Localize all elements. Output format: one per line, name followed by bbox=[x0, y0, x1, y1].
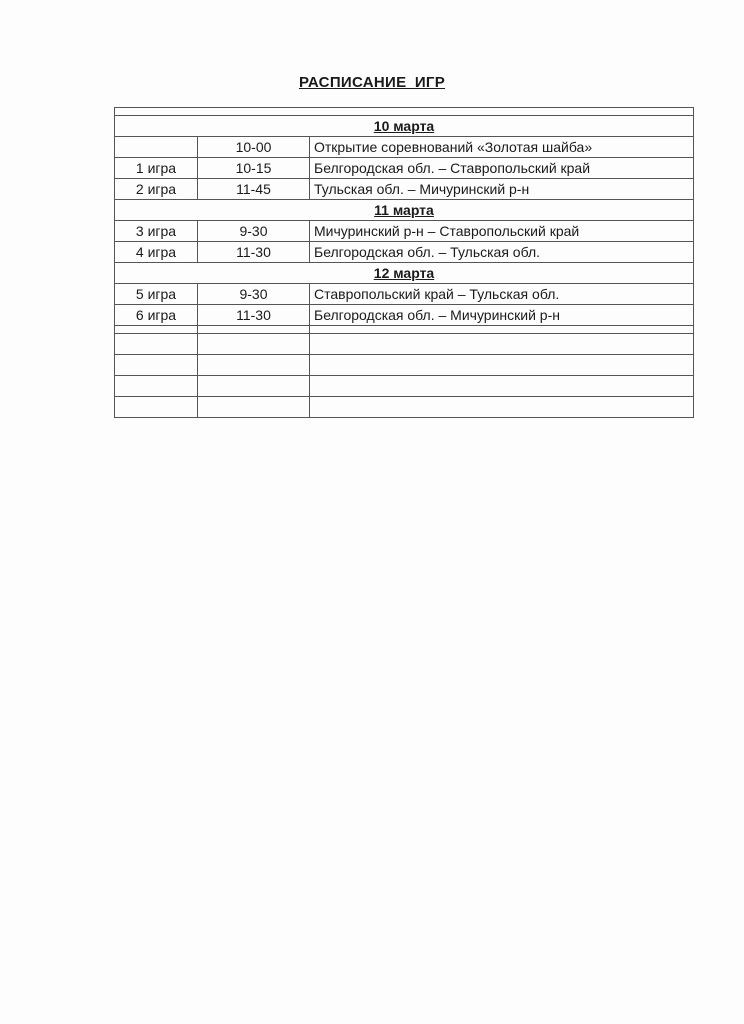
game-number-cell: 5 игра bbox=[115, 284, 198, 305]
match-cell: Мичуринский р-н – Ставропольский край bbox=[310, 221, 694, 242]
day-label: 11 марта bbox=[115, 200, 694, 221]
game-number-cell: 1 игра bbox=[115, 158, 198, 179]
empty-table-row bbox=[115, 334, 694, 355]
time-cell: 9-30 bbox=[198, 221, 310, 242]
table-spacer-row bbox=[115, 108, 694, 116]
day-header-row bbox=[115, 116, 694, 137]
match-cell: Ставропольский край – Тульская обл. bbox=[310, 284, 694, 305]
time-cell: 10-00 bbox=[198, 137, 310, 158]
game-number-cell: 2 игра bbox=[115, 179, 198, 200]
table-row bbox=[115, 158, 694, 179]
match-cell: Белгородская обл. – Тульская обл. bbox=[310, 242, 694, 263]
match-cell: Белгородская обл. – Ставропольский край bbox=[310, 158, 694, 179]
day-label: 10 марта bbox=[115, 116, 694, 137]
game-number-cell: 6 игра bbox=[115, 305, 198, 326]
empty-table-row bbox=[115, 397, 694, 418]
time-cell: 9-30 bbox=[198, 284, 310, 305]
table-row bbox=[115, 305, 694, 326]
table-row bbox=[115, 284, 694, 305]
game-number-cell bbox=[115, 137, 198, 158]
table-row bbox=[115, 221, 694, 242]
game-number-cell: 3 игра bbox=[115, 221, 198, 242]
day-label: 12 марта bbox=[115, 263, 694, 284]
time-cell: 11-30 bbox=[198, 242, 310, 263]
empty-table-row bbox=[115, 355, 694, 376]
time-cell: 11-45 bbox=[198, 179, 310, 200]
document-title: РАСПИСАНИЕ ИГР bbox=[298, 74, 446, 91]
time-cell: 11-30 bbox=[198, 305, 310, 326]
table-row bbox=[115, 242, 694, 263]
match-cell: Открытие соревнований «Золотая шайба» bbox=[310, 137, 694, 158]
day-header-row bbox=[115, 200, 694, 221]
time-cell: 10-15 bbox=[198, 158, 310, 179]
empty-table-row bbox=[115, 376, 694, 397]
table-row bbox=[115, 137, 694, 158]
game-number-cell: 4 игра bbox=[115, 242, 198, 263]
schedule-table bbox=[114, 107, 694, 418]
table-row bbox=[115, 179, 694, 200]
table-spacer-row bbox=[115, 326, 694, 334]
match-cell: Тульская обл. – Мичуринский р-н bbox=[310, 179, 694, 200]
day-header-row bbox=[115, 263, 694, 284]
match-cell: Белгородская обл. – Мичуринский р-н bbox=[310, 305, 694, 326]
